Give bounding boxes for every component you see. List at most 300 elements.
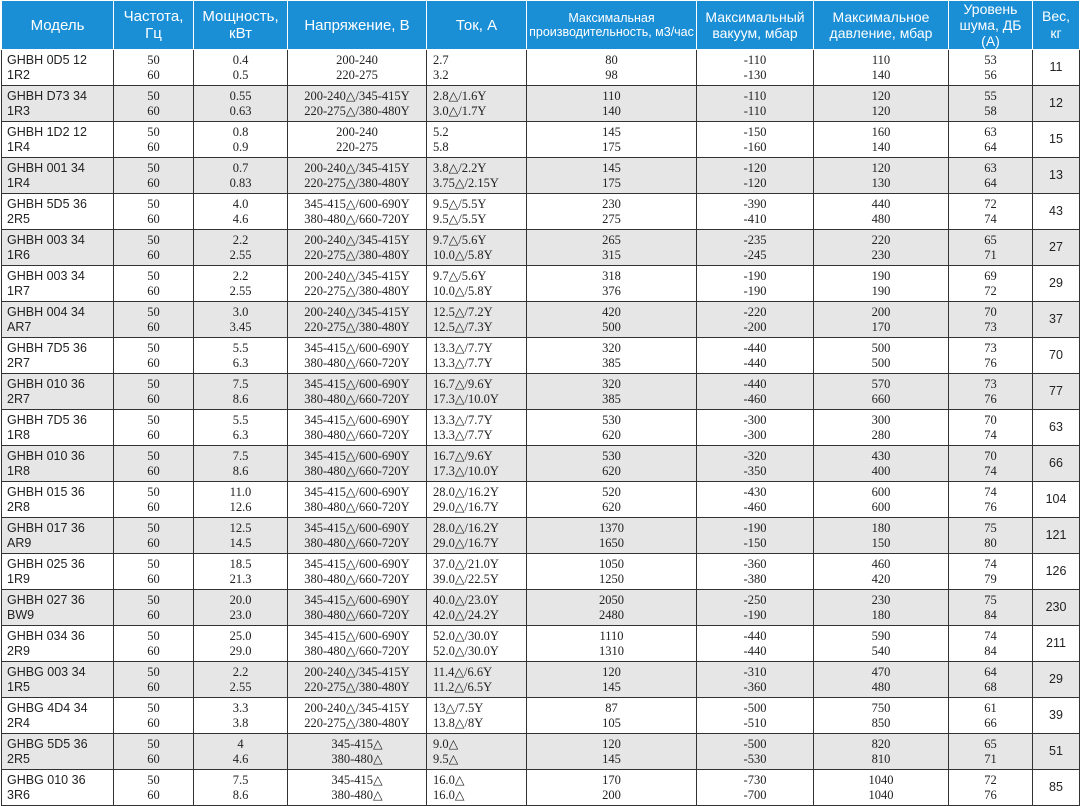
cell-vacuum-50hz: -310 — [743, 664, 767, 679]
cell-voltage-60hz: 220-275△/380-480Y — [304, 283, 410, 298]
cell-current — [427, 662, 527, 698]
cell-freq-50hz: 50 — [147, 88, 160, 103]
cell-voltage-60hz: 380-480△/660-720Y — [304, 499, 410, 514]
cell-vacuum — [697, 122, 814, 158]
cell-pressure-50hz: 120 — [871, 160, 891, 175]
cell-voltage-50hz: 200-240△/345-415Y — [304, 664, 410, 679]
cell-weight: 29 — [1033, 662, 1080, 698]
cell-pressure-50hz: 300 — [871, 412, 891, 427]
cell-capacity — [527, 266, 697, 302]
table-row — [2, 554, 1080, 590]
cell-current-50hz: 9.5△/5.5Y — [433, 196, 487, 211]
cell-freq-60hz: 60 — [147, 175, 160, 190]
cell-power — [194, 86, 288, 122]
header-vacuum: Максимальный вакуум, мбар — [697, 1, 814, 50]
cell-power-50hz: 4 — [237, 736, 244, 751]
cell-current-60hz: 3.0△/1.7Y — [433, 103, 487, 118]
cell-pressure-60hz: 480 — [871, 211, 891, 226]
cell-noise — [949, 626, 1033, 662]
cell-vacuum-50hz: -500 — [743, 700, 767, 715]
cell-model: GHBH 5D5 36 2R5 — [2, 194, 114, 230]
cell-power-50hz: 7.5 — [232, 376, 249, 391]
cell-capacity-60hz: 315 — [602, 247, 621, 262]
cell-current — [427, 158, 527, 194]
cell-model: GHBG 4D4 34 2R4 — [2, 698, 114, 734]
cell-pressure-50hz: 110 — [871, 52, 891, 67]
cell-vacuum-50hz: -235 — [743, 232, 767, 247]
cell-freq — [114, 770, 194, 806]
table-row — [2, 50, 1080, 86]
header-noise: Уровень шума, ДБ (А) — [949, 1, 1033, 50]
cell-voltage-60hz: 220-275△/380-480Y — [304, 247, 410, 262]
cell-noise — [949, 194, 1033, 230]
cell-capacity-50hz: 170 — [602, 772, 621, 787]
cell-noise-60hz: 74 — [984, 211, 997, 226]
cell-capacity-60hz: 145 — [602, 679, 621, 694]
cell-vacuum — [697, 410, 814, 446]
cell-freq — [114, 50, 194, 86]
cell-power-50hz: 20.0 — [229, 592, 252, 607]
cell-current-50hz: 16.7△/9.6Y — [433, 376, 493, 391]
cell-freq-60hz: 60 — [147, 499, 160, 514]
cell-pressure — [814, 518, 949, 554]
cell-power-50hz: 5.5 — [232, 340, 249, 355]
cell-power-50hz: 0.8 — [232, 124, 249, 139]
cell-capacity — [527, 554, 697, 590]
cell-capacity-60hz: 376 — [602, 283, 621, 298]
cell-voltage-60hz: 380-480△/660-720Y — [304, 571, 410, 586]
cell-model: GHBH 017 36 AR9 — [2, 518, 114, 554]
cell-current-60hz: 13.8△/8Y — [433, 715, 484, 730]
cell-noise — [949, 338, 1033, 374]
table-row — [2, 698, 1080, 734]
cell-current-50hz: 40.0△/23.0Y — [433, 592, 499, 607]
cell-noise — [949, 446, 1033, 482]
cell-voltage — [288, 230, 427, 266]
cell-capacity-60hz: 385 — [602, 391, 621, 406]
cell-power-60hz: 3.45 — [229, 319, 252, 334]
cell-capacity — [527, 374, 697, 410]
specs-table — [1, 0, 1080, 806]
cell-voltage-50hz: 345-415△/600-690Y — [304, 448, 410, 463]
table-row — [2, 158, 1080, 194]
cell-voltage-60hz: 220-275 — [336, 67, 378, 82]
cell-power-60hz: 8.6 — [232, 787, 249, 802]
cell-power — [194, 410, 288, 446]
cell-model: GHBH 015 36 2R8 — [2, 482, 114, 518]
cell-current — [427, 554, 527, 590]
cell-capacity-60hz: 620 — [602, 463, 621, 478]
cell-pressure-60hz: 500 — [871, 355, 891, 370]
cell-capacity-50hz: 2050 — [599, 592, 624, 607]
cell-freq-60hz: 60 — [147, 751, 160, 766]
cell-power — [194, 446, 288, 482]
cell-voltage-50hz: 345-415△/600-690Y — [304, 556, 410, 571]
cell-vacuum-60hz: -460 — [743, 499, 767, 514]
cell-freq-50hz: 50 — [147, 340, 160, 355]
cell-noise-50hz: 75 — [984, 520, 997, 535]
cell-voltage-50hz: 345-415△/600-690Y — [304, 484, 410, 499]
cell-current — [427, 770, 527, 806]
cell-current — [427, 194, 527, 230]
cell-voltage-60hz: 220-275△/380-480Y — [304, 679, 410, 694]
cell-pressure-50hz: 160 — [871, 124, 891, 139]
cell-current-50hz: 28.0△/16.2Y — [433, 484, 499, 499]
cell-freq-60hz: 60 — [147, 571, 160, 586]
cell-capacity-60hz: 1650 — [599, 535, 624, 550]
cell-power-50hz: 12.5 — [229, 520, 252, 535]
cell-current — [427, 446, 527, 482]
cell-vacuum-60hz: -190 — [743, 283, 767, 298]
cell-capacity-50hz: 120 — [602, 736, 621, 751]
cell-model: GHBH 034 36 2R9 — [2, 626, 114, 662]
cell-noise — [949, 734, 1033, 770]
cell-pressure-60hz: 540 — [871, 643, 891, 658]
cell-vacuum-50hz: -390 — [743, 196, 767, 211]
cell-pressure-60hz: 480 — [871, 679, 891, 694]
cell-capacity-50hz: 1050 — [599, 556, 624, 571]
cell-capacity-50hz: 230 — [602, 196, 621, 211]
cell-current-50hz: 5.2 — [433, 124, 449, 139]
cell-noise-60hz: 68 — [984, 679, 997, 694]
cell-power-50hz: 3.3 — [232, 700, 249, 715]
cell-power — [194, 158, 288, 194]
cell-pressure — [814, 122, 949, 158]
cell-power-60hz: 2.55 — [229, 679, 252, 694]
cell-freq-60hz: 60 — [147, 679, 160, 694]
cell-vacuum-60hz: -510 — [743, 715, 767, 730]
cell-pressure — [814, 734, 949, 770]
cell-model: GHBH 001 34 1R4 — [2, 158, 114, 194]
cell-vacuum — [697, 698, 814, 734]
cell-freq — [114, 338, 194, 374]
cell-power-60hz: 0.63 — [229, 103, 252, 118]
cell-pressure-60hz: 120 — [871, 103, 891, 118]
cell-weight: 66 — [1033, 446, 1080, 482]
cell-freq-50hz: 50 — [147, 232, 160, 247]
cell-capacity-60hz: 275 — [602, 211, 621, 226]
cell-weight: 85 — [1033, 770, 1080, 806]
cell-pressure-50hz: 180 — [871, 520, 891, 535]
cell-current-60hz: 39.0△/22.5Y — [433, 571, 499, 586]
cell-noise-50hz: 73 — [984, 376, 997, 391]
cell-voltage — [288, 302, 427, 338]
cell-power-60hz: 6.3 — [232, 427, 249, 442]
cell-model: GHBH 027 36 BW9 — [2, 590, 114, 626]
cell-current-50hz: 2.8△/1.6Y — [433, 88, 487, 103]
cell-power-50hz: 5.5 — [232, 412, 249, 427]
table-row — [2, 122, 1080, 158]
cell-capacity-60hz: 175 — [602, 175, 621, 190]
cell-current-50hz: 13△/7.5Y — [433, 700, 484, 715]
cell-current-60hz: 5.8 — [433, 139, 449, 154]
cell-model: GHBH 004 34 AR7 — [2, 302, 114, 338]
cell-weight: 15 — [1033, 122, 1080, 158]
cell-noise-60hz: 76 — [984, 355, 997, 370]
header-pressure: Максимальное давление, мбар — [814, 1, 949, 50]
cell-voltage-50hz: 345-415△/600-690Y — [304, 376, 410, 391]
cell-capacity-60hz: 620 — [602, 427, 621, 442]
cell-noise-50hz: 61 — [984, 700, 997, 715]
cell-power — [194, 338, 288, 374]
cell-voltage-50hz: 345-415△/600-690Y — [304, 520, 410, 535]
cell-pressure — [814, 158, 949, 194]
cell-pressure — [814, 482, 949, 518]
cell-power-60hz: 0.5 — [232, 67, 249, 82]
cell-voltage — [288, 50, 427, 86]
cell-noise — [949, 302, 1033, 338]
cell-weight: 27 — [1033, 230, 1080, 266]
cell-noise-50hz: 70 — [984, 448, 997, 463]
cell-freq — [114, 518, 194, 554]
cell-capacity-60hz: 105 — [602, 715, 621, 730]
cell-capacity-50hz: 320 — [602, 340, 621, 355]
cell-capacity-60hz: 98 — [605, 67, 618, 82]
cell-pressure — [814, 374, 949, 410]
header-current: Ток, А — [427, 1, 527, 50]
cell-voltage — [288, 122, 427, 158]
cell-current — [427, 266, 527, 302]
cell-pressure-50hz: 590 — [871, 628, 891, 643]
cell-pressure-50hz: 430 — [871, 448, 891, 463]
cell-freq — [114, 122, 194, 158]
cell-pressure — [814, 302, 949, 338]
cell-noise — [949, 770, 1033, 806]
cell-weight: 37 — [1033, 302, 1080, 338]
cell-freq-60hz: 60 — [147, 139, 160, 154]
cell-current-60hz: 12.5△/7.3Y — [433, 319, 493, 334]
cell-freq-60hz: 60 — [147, 643, 160, 658]
cell-pressure-60hz: 1040 — [868, 787, 894, 802]
cell-pressure-50hz: 200 — [871, 304, 891, 319]
cell-voltage-60hz: 220-275△/380-480Y — [304, 715, 410, 730]
cell-noise-60hz: 76 — [984, 499, 997, 514]
cell-voltage — [288, 410, 427, 446]
cell-voltage-50hz: 345-415△ — [331, 736, 383, 751]
cell-power-60hz: 23.0 — [229, 607, 252, 622]
cell-vacuum — [697, 50, 814, 86]
cell-weight: 77 — [1033, 374, 1080, 410]
cell-current-60hz: 10.0△/5.8Y — [433, 283, 493, 298]
cell-capacity-60hz: 620 — [602, 499, 621, 514]
cell-voltage-50hz: 345-415△/600-690Y — [304, 628, 410, 643]
cell-freq-50hz: 50 — [147, 664, 160, 679]
cell-freq-60hz: 60 — [147, 535, 160, 550]
cell-pressure — [814, 626, 949, 662]
cell-voltage-60hz: 380-480△/660-720Y — [304, 427, 410, 442]
cell-voltage-60hz: 380-480△/660-720Y — [304, 391, 410, 406]
cell-vacuum-50hz: -300 — [743, 412, 767, 427]
cell-noise — [949, 554, 1033, 590]
cell-capacity-50hz: 420 — [602, 304, 621, 319]
cell-power-60hz: 0.9 — [232, 139, 249, 154]
cell-capacity-60hz: 1310 — [599, 643, 624, 658]
cell-pressure — [814, 338, 949, 374]
cell-vacuum-50hz: -320 — [743, 448, 767, 463]
cell-noise-50hz: 63 — [984, 160, 997, 175]
table-row — [2, 338, 1080, 374]
cell-noise-60hz: 72 — [984, 283, 997, 298]
cell-voltage — [288, 626, 427, 662]
cell-vacuum — [697, 158, 814, 194]
cell-current-60hz: 9.5△ — [433, 751, 459, 766]
cell-capacity-60hz: 175 — [602, 139, 621, 154]
cell-vacuum — [697, 734, 814, 770]
cell-voltage — [288, 518, 427, 554]
table-row — [2, 770, 1080, 806]
cell-vacuum-60hz: -380 — [743, 571, 767, 586]
cell-pressure — [814, 194, 949, 230]
cell-power — [194, 626, 288, 662]
cell-voltage-60hz: 380-480△ — [331, 787, 383, 802]
cell-voltage-50hz: 200-240△/345-415Y — [304, 232, 410, 247]
cell-model: GHBH 003 34 1R7 — [2, 266, 114, 302]
cell-noise-50hz: 74 — [984, 484, 997, 499]
cell-voltage-60hz: 380-480△ — [331, 751, 383, 766]
cell-power-60hz: 0.83 — [229, 175, 252, 190]
cell-pressure-60hz: 400 — [871, 463, 891, 478]
cell-weight: 11 — [1033, 50, 1080, 86]
cell-noise-60hz: 56 — [984, 67, 997, 82]
cell-voltage-50hz: 200-240△/345-415Y — [304, 160, 410, 175]
cell-noise-50hz: 65 — [984, 736, 997, 751]
cell-voltage — [288, 734, 427, 770]
cell-freq-50hz: 50 — [147, 736, 160, 751]
cell-voltage — [288, 590, 427, 626]
cell-power — [194, 50, 288, 86]
cell-voltage-60hz: 220-275△/380-480Y — [304, 175, 410, 190]
header-power: Мощность, кВт — [194, 1, 288, 50]
cell-power — [194, 590, 288, 626]
cell-noise — [949, 482, 1033, 518]
cell-pressure-50hz: 470 — [871, 664, 891, 679]
cell-current-60hz: 11.2△/6.5Y — [433, 679, 493, 694]
cell-voltage-60hz: 380-480△/660-720Y — [304, 643, 410, 658]
cell-pressure-60hz: 420 — [871, 571, 891, 586]
cell-freq-50hz: 50 — [147, 376, 160, 391]
cell-freq-50hz: 50 — [147, 124, 160, 139]
cell-vacuum-60hz: -530 — [743, 751, 767, 766]
cell-freq — [114, 266, 194, 302]
cell-freq-50hz: 50 — [147, 412, 160, 427]
cell-freq-60hz: 60 — [147, 283, 160, 298]
cell-noise-50hz: 73 — [984, 340, 997, 355]
cell-vacuum — [697, 230, 814, 266]
cell-pressure-60hz: 180 — [871, 607, 891, 622]
cell-freq — [114, 194, 194, 230]
cell-voltage-60hz: 380-480△/660-720Y — [304, 607, 410, 622]
cell-vacuum-50hz: -730 — [743, 772, 767, 787]
cell-vacuum-60hz: -440 — [743, 355, 767, 370]
table-row — [2, 662, 1080, 698]
cell-freq — [114, 626, 194, 662]
cell-voltage — [288, 554, 427, 590]
cell-weight: 121 — [1033, 518, 1080, 554]
cell-power-60hz: 2.55 — [229, 247, 252, 262]
cell-current — [427, 518, 527, 554]
table-row — [2, 86, 1080, 122]
header-weight: Вес, кг — [1033, 1, 1080, 50]
cell-power — [194, 662, 288, 698]
cell-vacuum — [697, 194, 814, 230]
cell-current-50hz: 16.7△/9.6Y — [433, 448, 493, 463]
cell-capacity — [527, 446, 697, 482]
cell-current — [427, 86, 527, 122]
cell-capacity-60hz: 1250 — [599, 571, 624, 586]
cell-capacity-50hz: 87 — [605, 700, 618, 715]
cell-model: GHBH 025 36 1R9 — [2, 554, 114, 590]
cell-power — [194, 734, 288, 770]
cell-pressure-60hz: 190 — [871, 283, 891, 298]
cell-voltage — [288, 158, 427, 194]
cell-noise-50hz: 72 — [984, 196, 997, 211]
cell-noise-50hz: 69 — [984, 268, 997, 283]
cell-noise-50hz: 72 — [984, 772, 997, 787]
cell-weight: 51 — [1033, 734, 1080, 770]
cell-power-50hz: 2.2 — [232, 232, 249, 247]
cell-noise-60hz: 58 — [984, 103, 997, 118]
cell-pressure-50hz: 190 — [871, 268, 891, 283]
cell-freq-50hz: 50 — [147, 52, 160, 67]
table-row — [2, 302, 1080, 338]
cell-capacity — [527, 194, 697, 230]
cell-capacity-50hz: 145 — [602, 160, 621, 175]
cell-power-60hz: 14.5 — [229, 535, 252, 550]
cell-capacity-60hz: 140 — [602, 103, 621, 118]
cell-capacity-50hz: 80 — [605, 52, 618, 67]
cell-noise — [949, 518, 1033, 554]
cell-pressure — [814, 698, 949, 734]
cell-power — [194, 122, 288, 158]
cell-noise-50hz: 55 — [984, 88, 997, 103]
cell-vacuum-50hz: -190 — [743, 520, 767, 535]
cell-current-60hz: 3.75△/2.15Y — [433, 175, 499, 190]
cell-voltage-60hz: 380-480△/660-720Y — [304, 535, 410, 550]
cell-noise-50hz: 74 — [984, 556, 997, 571]
cell-capacity — [527, 338, 697, 374]
cell-power-50hz: 7.5 — [232, 772, 249, 787]
cell-capacity — [527, 482, 697, 518]
cell-noise-60hz: 76 — [984, 391, 997, 406]
cell-vacuum — [697, 374, 814, 410]
cell-current-50hz: 11.4△/6.6Y — [433, 664, 493, 679]
cell-current-50hz: 52.0△/30.0Y — [433, 628, 499, 643]
cell-voltage-50hz: 345-415△/600-690Y — [304, 340, 410, 355]
cell-noise — [949, 50, 1033, 86]
cell-capacity-50hz: 520 — [602, 484, 621, 499]
cell-current-50hz: 37.0△/21.0Y — [433, 556, 499, 571]
cell-voltage-50hz: 200-240△/345-415Y — [304, 304, 410, 319]
cell-power-60hz: 21.3 — [229, 571, 252, 586]
cell-pressure-60hz: 280 — [871, 427, 891, 442]
cell-capacity — [527, 518, 697, 554]
cell-pressure-50hz: 220 — [871, 232, 891, 247]
cell-freq — [114, 86, 194, 122]
cell-current — [427, 626, 527, 662]
cell-current — [427, 122, 527, 158]
cell-noise-60hz: 73 — [984, 319, 997, 334]
cell-freq-50hz: 50 — [147, 556, 160, 571]
cell-freq-50hz: 50 — [147, 196, 160, 211]
cell-capacity-60hz: 2480 — [599, 607, 624, 622]
cell-current-60hz: 9.5△/5.5Y — [433, 211, 487, 226]
cell-pressure-50hz: 500 — [871, 340, 891, 355]
cell-voltage — [288, 482, 427, 518]
cell-pressure-50hz: 460 — [871, 556, 891, 571]
cell-model: GHBH 1D2 12 1R4 — [2, 122, 114, 158]
cell-current-50hz: 9.7△/5.6Y — [433, 268, 487, 283]
cell-freq-60hz: 60 — [147, 391, 160, 406]
